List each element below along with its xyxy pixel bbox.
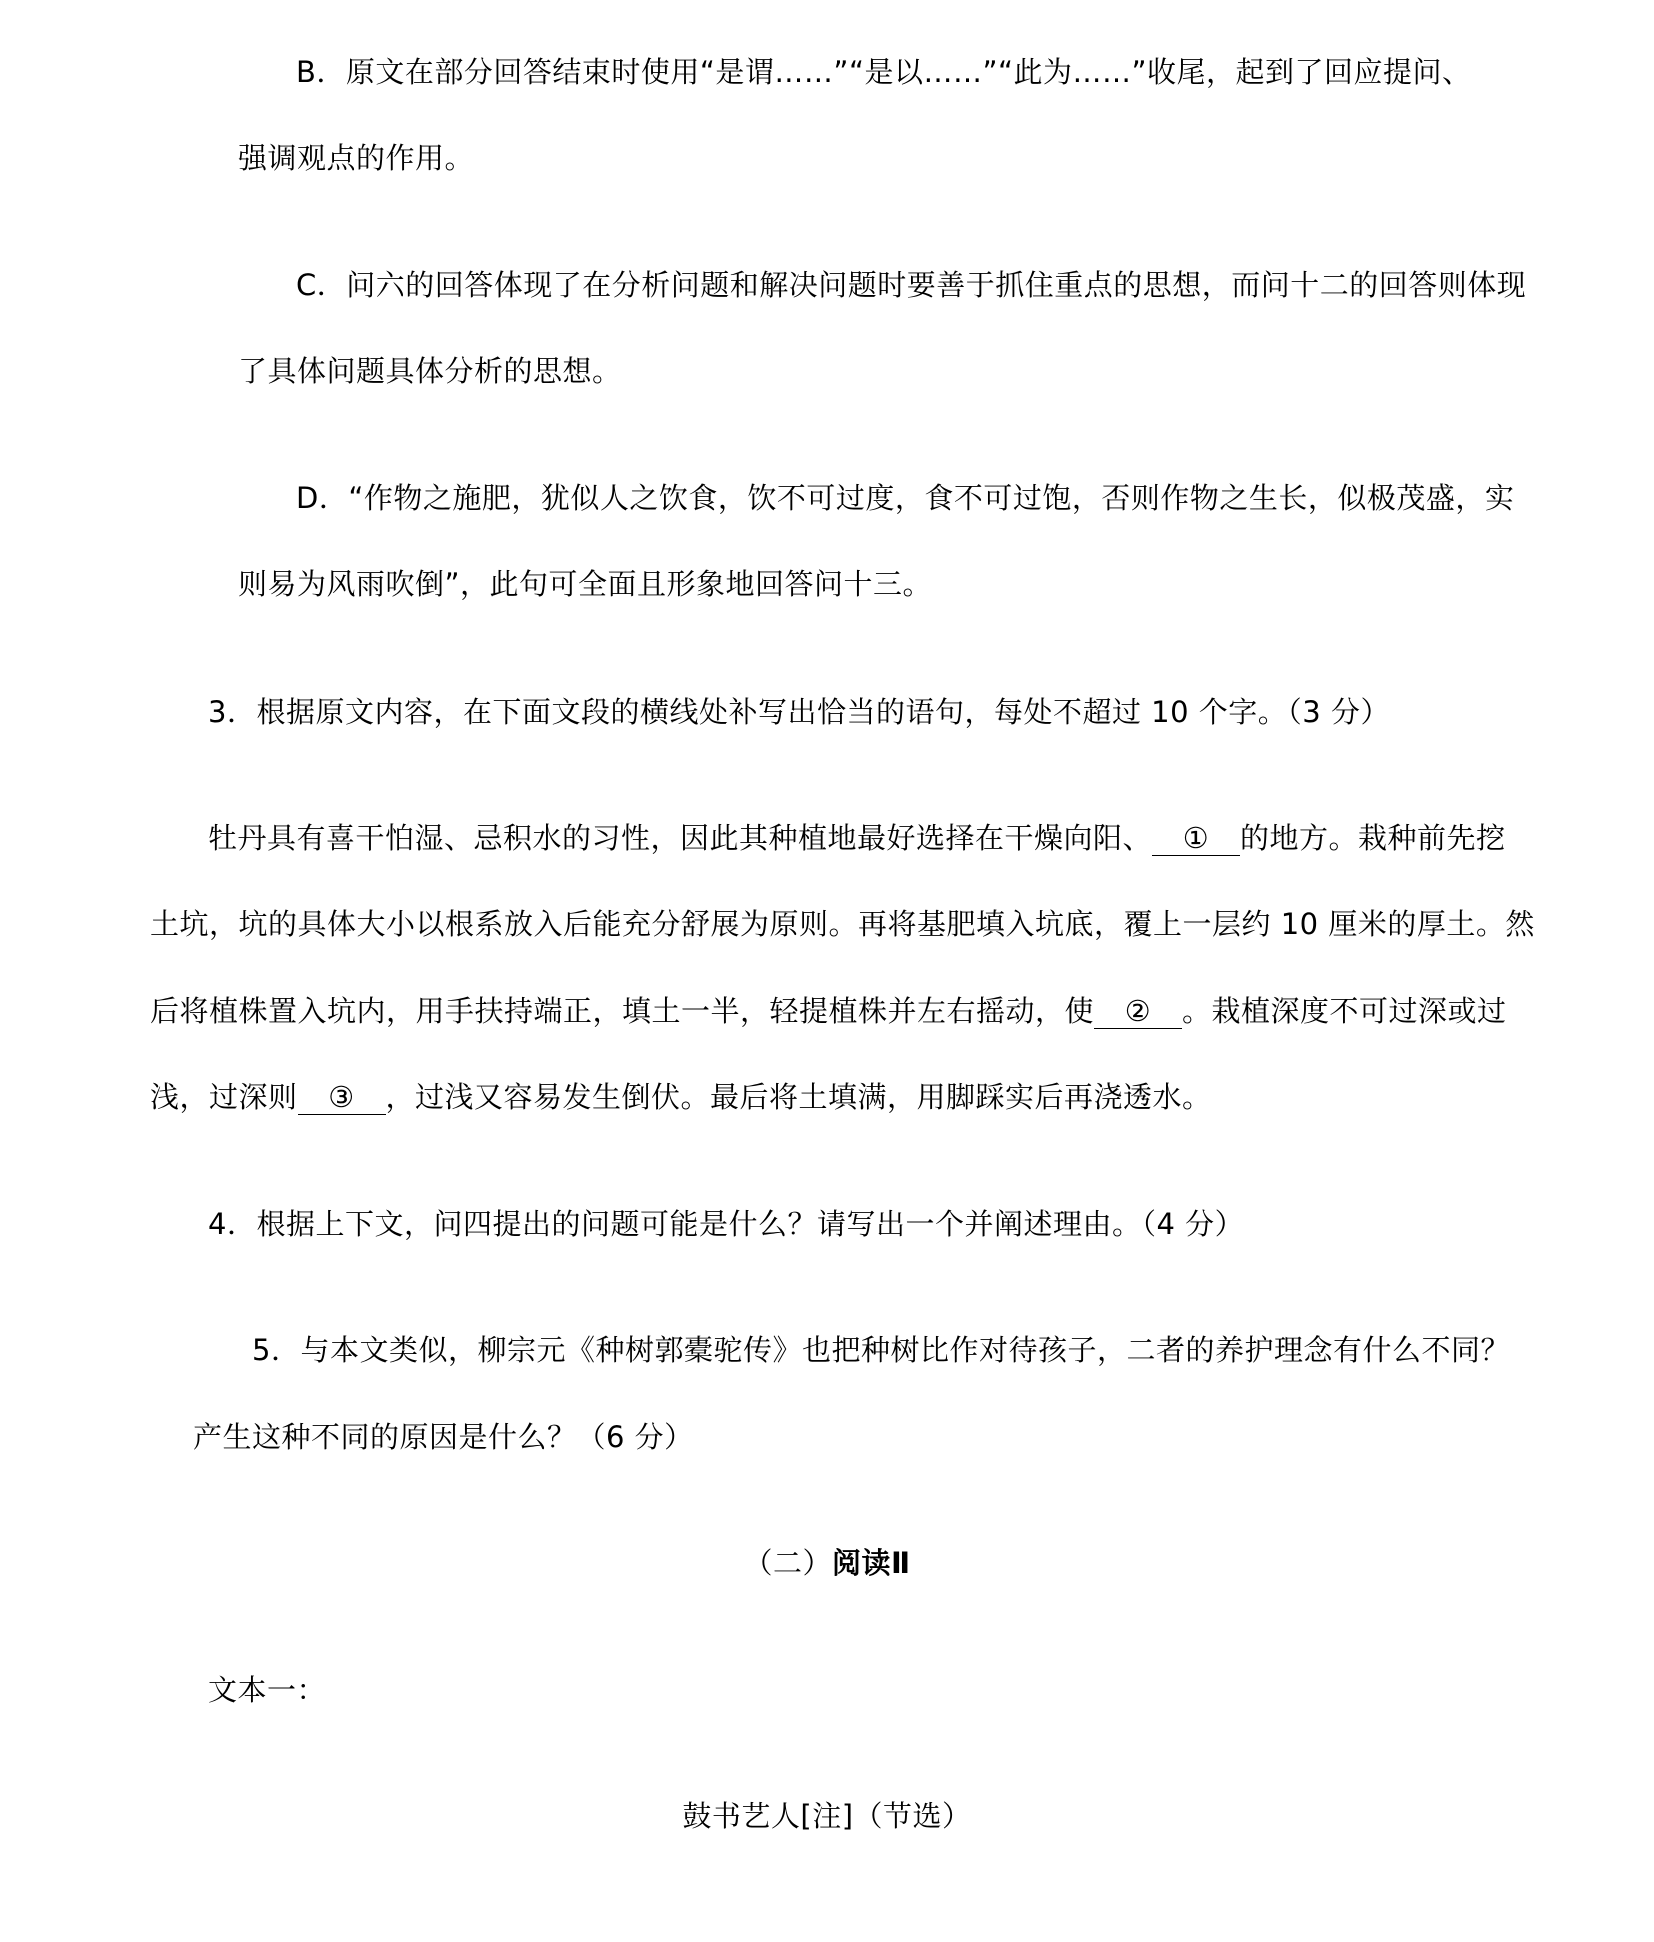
q3-text: 的地方。栽种前先挖: [1240, 821, 1506, 855]
article-title: 鼓书艺人[注]（节选）: [682, 1799, 972, 1833]
option-d-line2: 则易为风雨吹倒”，此句可全面且形象地回答问十三。: [238, 567, 933, 601]
q3-paragraph-line4: [150, 1077, 1212, 1117]
q3-text: 。栽植深度不可过深或过: [1182, 994, 1507, 1028]
q3-text: 后将植株置入坑内，用手扶持端正，填土一半，轻提植株并左右摇动，使: [150, 994, 1095, 1028]
q3-text: ，过浅又容易发生倒伏。最后将土填满，用脚踩实后再浇透水。: [385, 1080, 1212, 1114]
question-5-line2: 产生这种不同的原因是什么？（6 分）: [193, 1420, 694, 1454]
section-heading: [0, 1543, 1654, 1583]
q3-paragraph-line3: [150, 991, 1507, 1031]
q3-paragraph-line1: [208, 818, 1506, 858]
option-d-line1: D．“作物之施肥，犹似人之饮食，饮不可过度，食不可过饱，否则作物之生长，似极茂盛，实: [296, 481, 1515, 515]
question-4-prompt: 4．根据上下文，问四提出的问题可能是什么？请写出一个并阐述理由。（4 分）: [208, 1207, 1245, 1241]
q3-text: 牡丹具有喜干怕湿、忌积水的习性，因此其种植地最好选择在干燥向阳、: [208, 821, 1153, 855]
question-5-line1: 5．与本文类似，柳宗元《种树郭橐驼传》也把种树比作对待孩子，二者的养护理念有什么不同？: [252, 1333, 1510, 1367]
answer-blank-1[interactable]: ①: [1152, 821, 1240, 856]
answer-blank-2[interactable]: ②: [1094, 994, 1182, 1029]
section-title: 阅读Ⅱ: [831, 1546, 911, 1580]
section-prefix: （二）: [743, 1546, 832, 1580]
option-c-line1: C．问六的回答体现了在分析问题和解决问题时要善于抓住重点的思想，而问十二的回答则体现: [296, 268, 1527, 302]
text1-label: 文本一：: [208, 1673, 327, 1707]
q3-paragraph-line2: 土坑，坑的具体大小以根系放入后能充分舒展为原则。再将基肥填入坑底，覆上一层约 10 厘米的厚土。然: [150, 907, 1535, 941]
answer-blank-3[interactable]: ③: [298, 1080, 386, 1115]
option-b-line2: 强调观点的作用。: [238, 141, 475, 175]
option-b-line1: B．原文在部分回答结束时使用“是谓……”“是以……”“此为……”收尾，起到了回应提问、: [296, 55, 1472, 89]
option-c-line2: 了具体问题具体分析的思想。: [238, 354, 622, 388]
question-3-prompt: 3．根据原文内容，在下面文段的横线处补写出恰当的语句，每处不超过 10 个字。（3 分）: [208, 695, 1390, 729]
q3-text: 浅，过深则: [150, 1080, 298, 1114]
